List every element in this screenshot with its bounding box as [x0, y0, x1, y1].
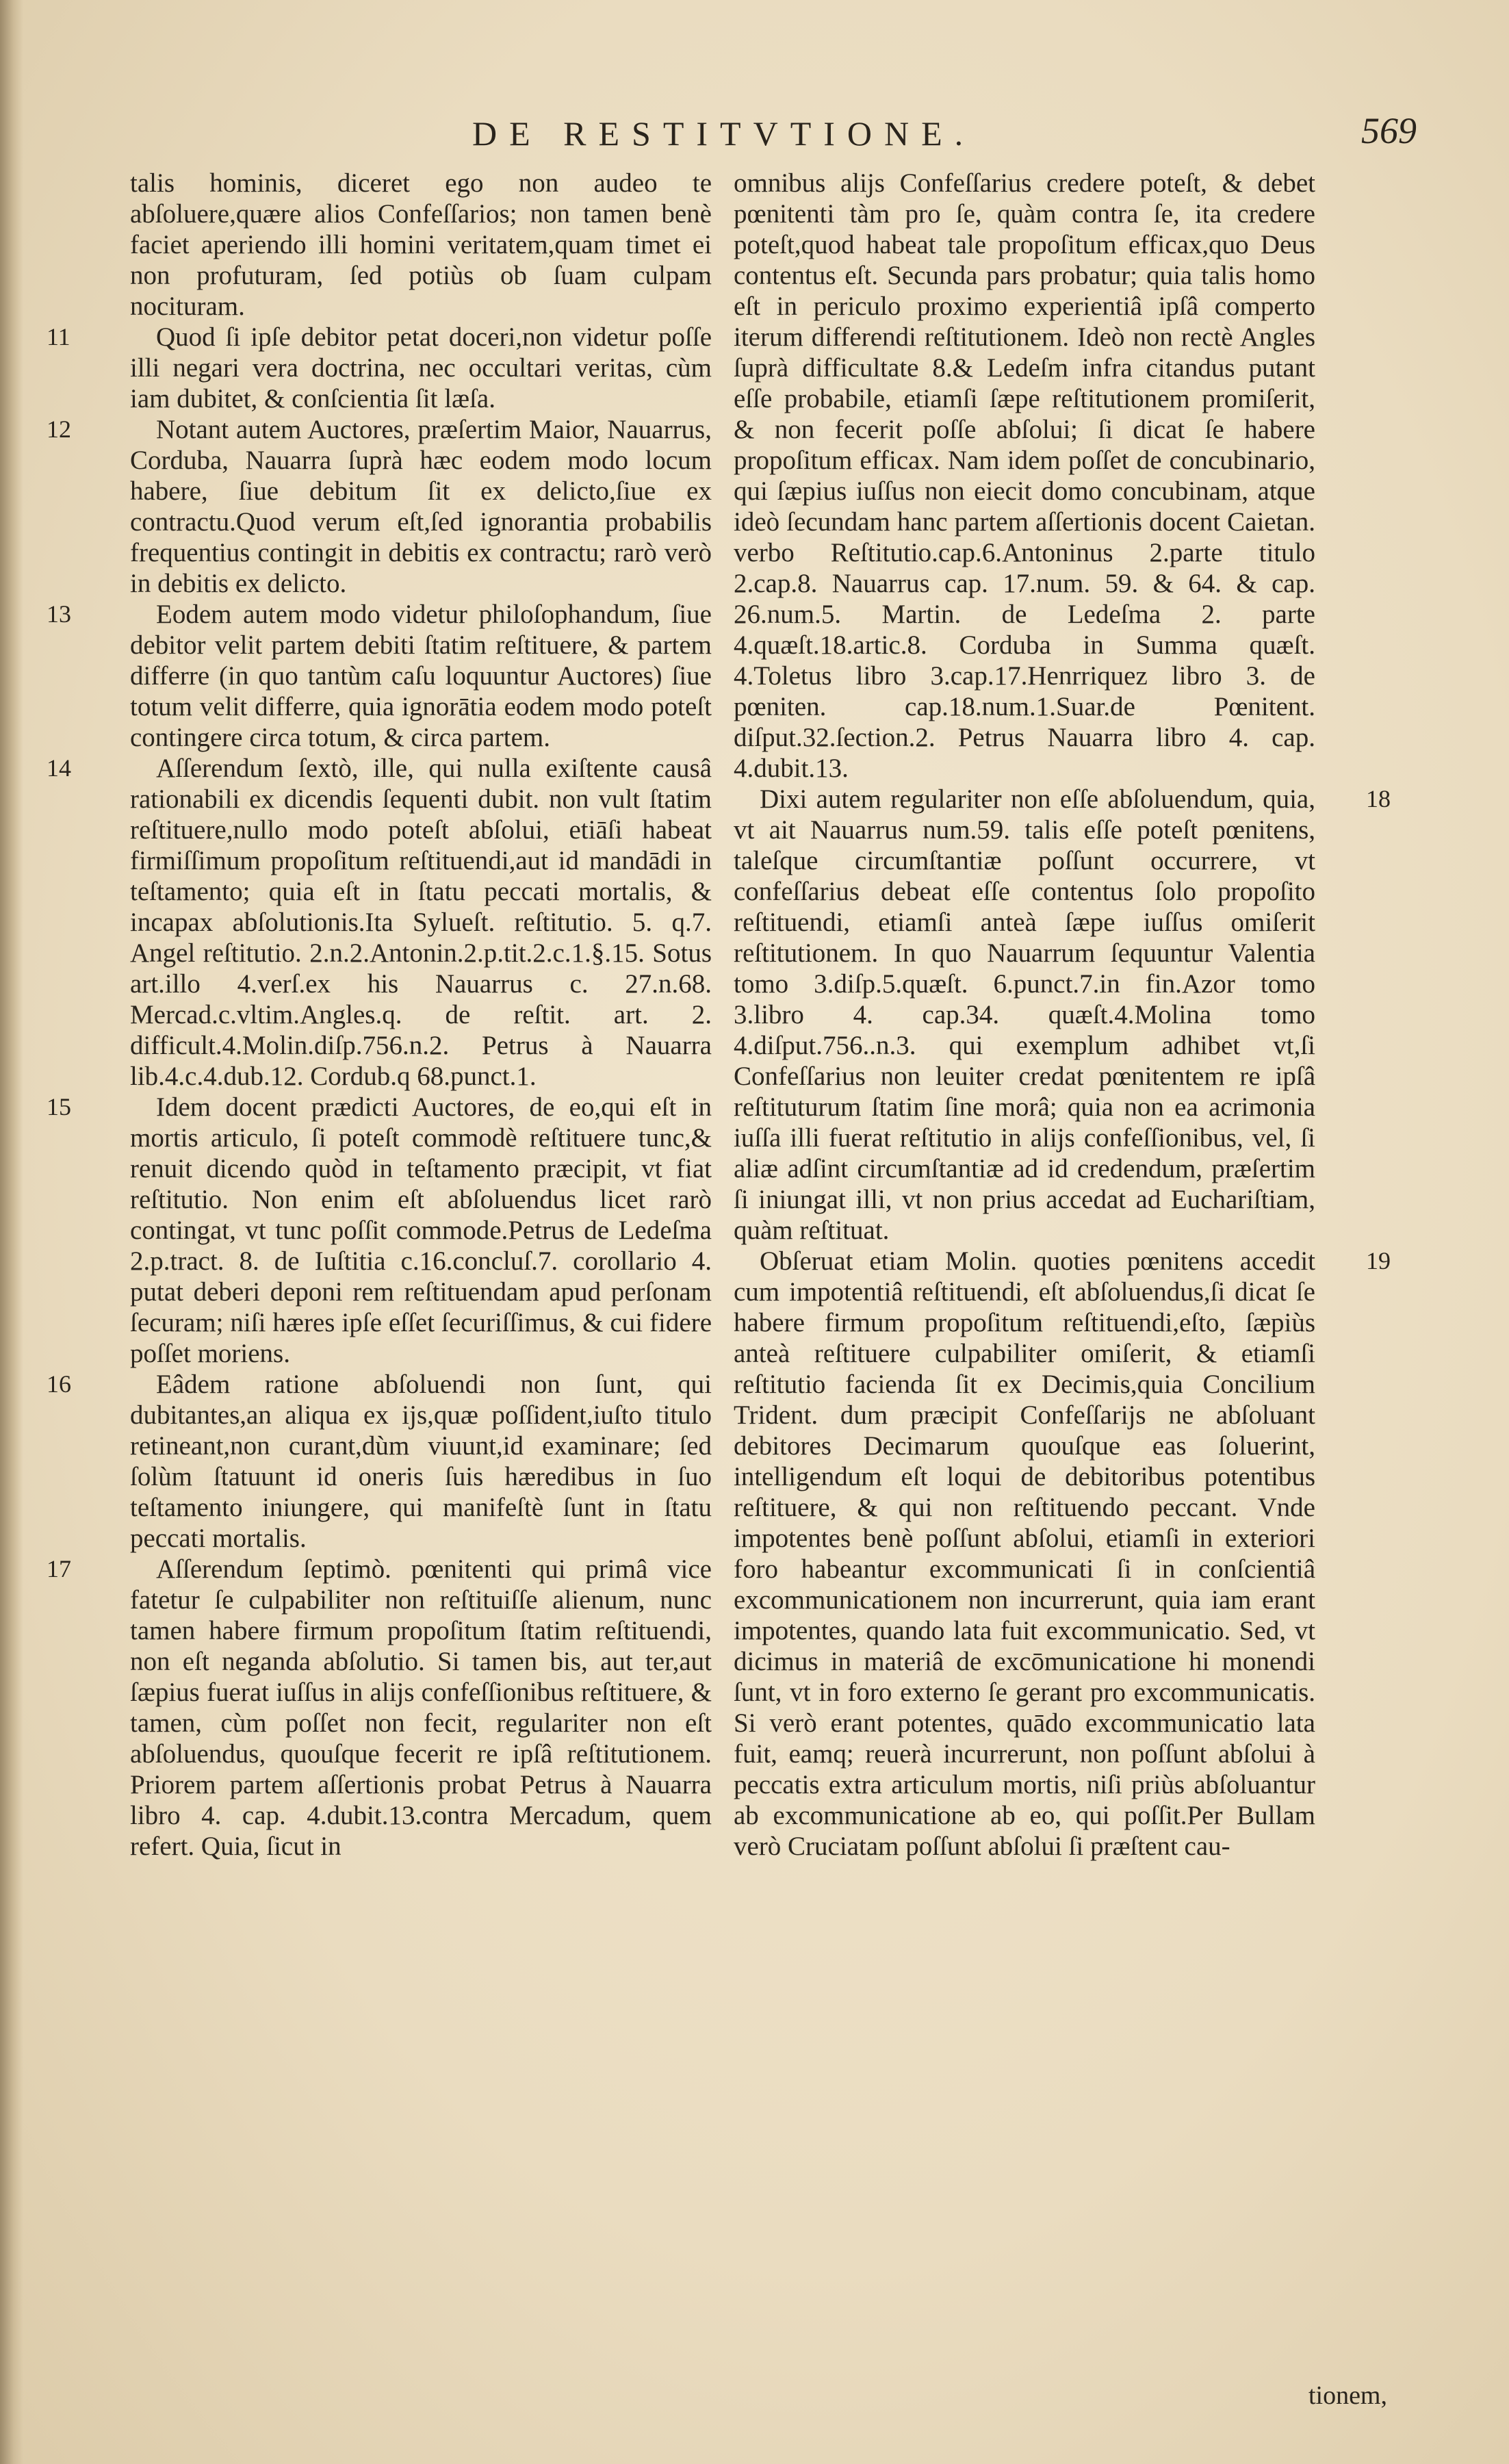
paragraph [734, 168, 1315, 784]
paragraph-text: Aſſerendum ſextò, ille, qui nulla exiſtente causâ rationabili ex dicendis ſequenti dubit. non vult ſtatim reſtituere,nullo modo poteſt abſolui, etiāſi habeat firmiſſimum propoſitum reſtituendi,aut id mandādi in teſtamento; quia eſt in ſtatu peccati mortalis, & incapax abſolutionis.Ita Sylueſt. reſtitutio. 5. q.7. Angel reſtitutio. 2.n.2.Antonin.2.p.tit.2.c.1.§.15. Sotus art.illo 4.verſ.ex his Nauarrus c. 27.n.68. Mercad.c.vltim.Angles.q. de reſtit. art. 2. difficult.4.Molin.diſp.756.n.2. Petrus à Nauarra lib.4.c.4.dub.12. Cordub.q 68.punct.1. [130, 754, 712, 1091]
paragraph-text: Eodem autem modo videtur philoſophandum, ſiue debitor velit partem debiti ſtatim reſtituere, & partem differre (in quo tantùm caſu loquuntur Auctores) ſiue totum velit differre, quia ignorātia eodem modo poteſt contingere circa totum, & circa partem. [130, 600, 712, 752]
paragraph-text: talis hominis, diceret ego non audeo te abſoluere,quære alios Confeſſarios; non tamen benè faciet aperiendo illi homini veritatem,quam timet ei non profuturam, ſed potiùs ob ſuam culpam nocituram. [130, 168, 712, 321]
paragraph [47, 599, 712, 753]
paragraph-text: omnibus alijs Confeſſarius credere poteſt, & debet pœnitenti tàm pro ſe, quàm contra ſe, ita credere poteſt,quod habeat tale propoſitum efficax,quo Deus contentus eſt. Secunda pars probatur; quia talis homo eſt in periculo proximo experientiâ ipſâ comperto iterum differendi reſtitutionem. Ideò non rectè Angles ſuprà difficultate 8.& Ledeſm infra citandus putant eſſe probabile, etiamſi ſæpe reſtitutionem promiſerit, & non fecerit poſſe abſolui; ſi dicat ſe habere propoſitum efficax. Nam idem poſſet de concubinario, qui ſæpius iuſſus non eiecit domo concubinam, atque ideò ſecundam hanc partem aſſertionis docent Caietan. verbo Reſtitutio.cap.6.Antoninus 2.parte titulo 2.cap.8. Nauarrus cap. 17.num. 59. & 64. & cap. 26.num.5. Martin. de Ledeſma 2. parte 4.quæſt.18.artic.8. Corduba in Summa quæſt. 4.Toletus libro 3.cap.17.Henrriquez libro 3. de pœniten. cap.18.num.1.Suar.de Pœnitent. diſput.32.ſection.2. Petrus Nauarra libro 4. cap. 4.dubit.13. [734, 168, 1315, 783]
paragraph [130, 168, 712, 322]
margin-number: 17 [47, 1555, 71, 1582]
margin-number: 12 [47, 415, 71, 443]
paragraph-text: Quod ſi ipſe debitor petat doceri,non videtur poſſe illi negari vera doctrina, nec occultari veritas, cùm iam dubitet, & conſcientia ſit læſa. [130, 322, 712, 413]
margin-number: 14 [47, 754, 71, 782]
paragraph [734, 1246, 1391, 1862]
paragraph-text: Eâdem ratione abſoluendi non ſunt, qui dubitantes,an aliqua ex ijs,quæ poſſident,iuſto titulo retineant,non curant,dùm viuunt,id examinare; ſed ſolùm ſtatuunt id oneris ſuis hæredibus in ſuo teſtamento iniungere, qui manifeſtè ſunt in ſtatu peccati mortalis. [130, 1370, 712, 1553]
margin-number: 16 [47, 1370, 71, 1398]
right-column [734, 168, 1391, 1862]
paragraph-text: Dixi autem regulariter non eſſe abſoluendum, quia, vt ait Nauarrus num.59. talis eſſe poteſt pœnitens, taleſque circumſtantiæ poſſunt occurrere, vt confeſſarius debeat eſſe contentus ſolo propoſito reſtituendi, etiamſi anteà ſæpe iuſſus omiſerit reſtitutionem. In quo Nauarrum ſequuntur Valentia tomo 3.diſp.5.quæſt. 6.punct.7.in fin.Azor tomo 3.libro 4. cap.34. quæſt.4.Molina tomo 4.diſput.756..n.3. qui exemplum adhibet vt,ſi Confeſſarius non leuiter credat pœnitentem re ipſâ reſtituturum ſtatim ſine morâ; quia non ea acrimonia iuſſa illi fuerat reſtitutio in alijs confeſſionibus, vel, ſi aliæ adſint circumſtantiæ ad id credendum, præſertim ſi iniungat illi, vt non prius accedat ad Euchariſtiam, quàm reſtituat. [734, 784, 1315, 1245]
margin-number: 15 [47, 1093, 71, 1120]
paragraph [47, 1092, 712, 1369]
paragraph [47, 322, 712, 414]
paragraph [47, 1369, 712, 1554]
paragraph-text: Notant autem Auctores, præſertim Maior, Nauarrus, Corduba, Nauarra ſuprà hæc eodem modo locum habere, ſiue debitum ſit ex delicto,ſiue ex contractu.Quod verum eſt,ſed ignorantia probabilis frequentius contingit in debitis ex contractu; rarò verò in debitis ex delicto. [130, 415, 712, 598]
catchword: tionem, [1308, 2381, 1387, 2410]
page-number: 569 [1361, 110, 1417, 151]
paragraph-text: Obſeruat etiam Molin. quoties pœnitens accedit cum impotentiâ reſtituendi, eſt abſoluendus,ſi dicat ſe habere firmum propoſitum reſtituendi,eſto, ſæpiùs anteà reſtituere culpabiliter omiſerit, & etiamſi reſtitutio facienda ſit ex Decimis,quia Concilium Trident. dum præcipit Confeſſarijs ne abſoluant debitores Decimarum quouſque eas ſoluerint, intelligendum eſt loqui de debitoribus potentibus reſtituere, & qui non reſtituendo peccant. Vnde impotentes benè poſſunt abſolui, etiamſi in exteriori foro habeantur excommunicati ſi in conſcientiâ excommunicationem non incurrerunt, quia iam erant impotentes, quando lata fuit excommunicatio. Sed, vt dicimus in materiâ de excōmunicatione hi monendi ſunt, vt in foro externo ſe gerant pro excommunicatis. Si verò erant potentes, quādo excommunicatio lata fuit, eamq; reuerà incurrerunt, non poſſunt abſolui à peccatis extra articulum mortis, niſi priùs abſoluantur ab excommunicatione ab eo, qui poſſit.Per Bullam verò Cruciatam poſſunt abſolui ſi præſtent cau- [734, 1246, 1315, 1861]
margin-number: 18 [1366, 785, 1391, 812]
paragraph-text: Idem docent prædicti Auctores, de eo,qui eſt in mortis articulo, ſi poteſt commodè reſtituere tunc,& renuit dicendo quòd in teſtamento præcipit, vt fiat reſtitutio. Non enim eſt abſoluendus licet rarò contingat, vt tunc poſſit commode.Petrus de Ledeſma 2.p.tract. 8. de Iuſtitia c.16.concluſ.7. corollario 4. putat deberi deponi rem reſtituendam apud perſonam ſecuram; niſi hæres ipſe eſſet ſecuriſſimus, & cui fidere poſſet moriens. [130, 1092, 712, 1368]
left-column [47, 168, 712, 1862]
paragraph [734, 784, 1391, 1246]
binding-gutter [0, 0, 23, 2464]
paragraph [47, 1554, 712, 1862]
page-header [472, 103, 1417, 157]
running-title: DE RESTITVTIONE. [472, 114, 976, 153]
margin-number: 11 [47, 323, 70, 350]
margin-number: 13 [47, 600, 71, 628]
paragraph [47, 414, 712, 599]
paragraph [47, 753, 712, 1092]
margin-number: 19 [1366, 1247, 1391, 1274]
paragraph-text: Aſſerendum ſeptimò. pœnitenti qui primâ vice fatetur ſe culpabiliter non reſtituiſſe alienum, nunc tamen habere firmum propoſitum ſtatim reſtituendi, non eſt neganda abſolutio. Si tamen bis, aut ter,aut ſæpius fuerat iuſſus in alijs confeſſionibus reſtituere, & tamen, cùm poſſet non fecit, regulariter non eſt abſoluendus, quouſque fecerit re ipſâ reſtitutionem. Priorem partem aſſertionis probat Petrus à Nauarra libro 4. cap. 4.dubit.13.contra Mercadum, quem refert. Quia, ſicut in [130, 1554, 712, 1861]
